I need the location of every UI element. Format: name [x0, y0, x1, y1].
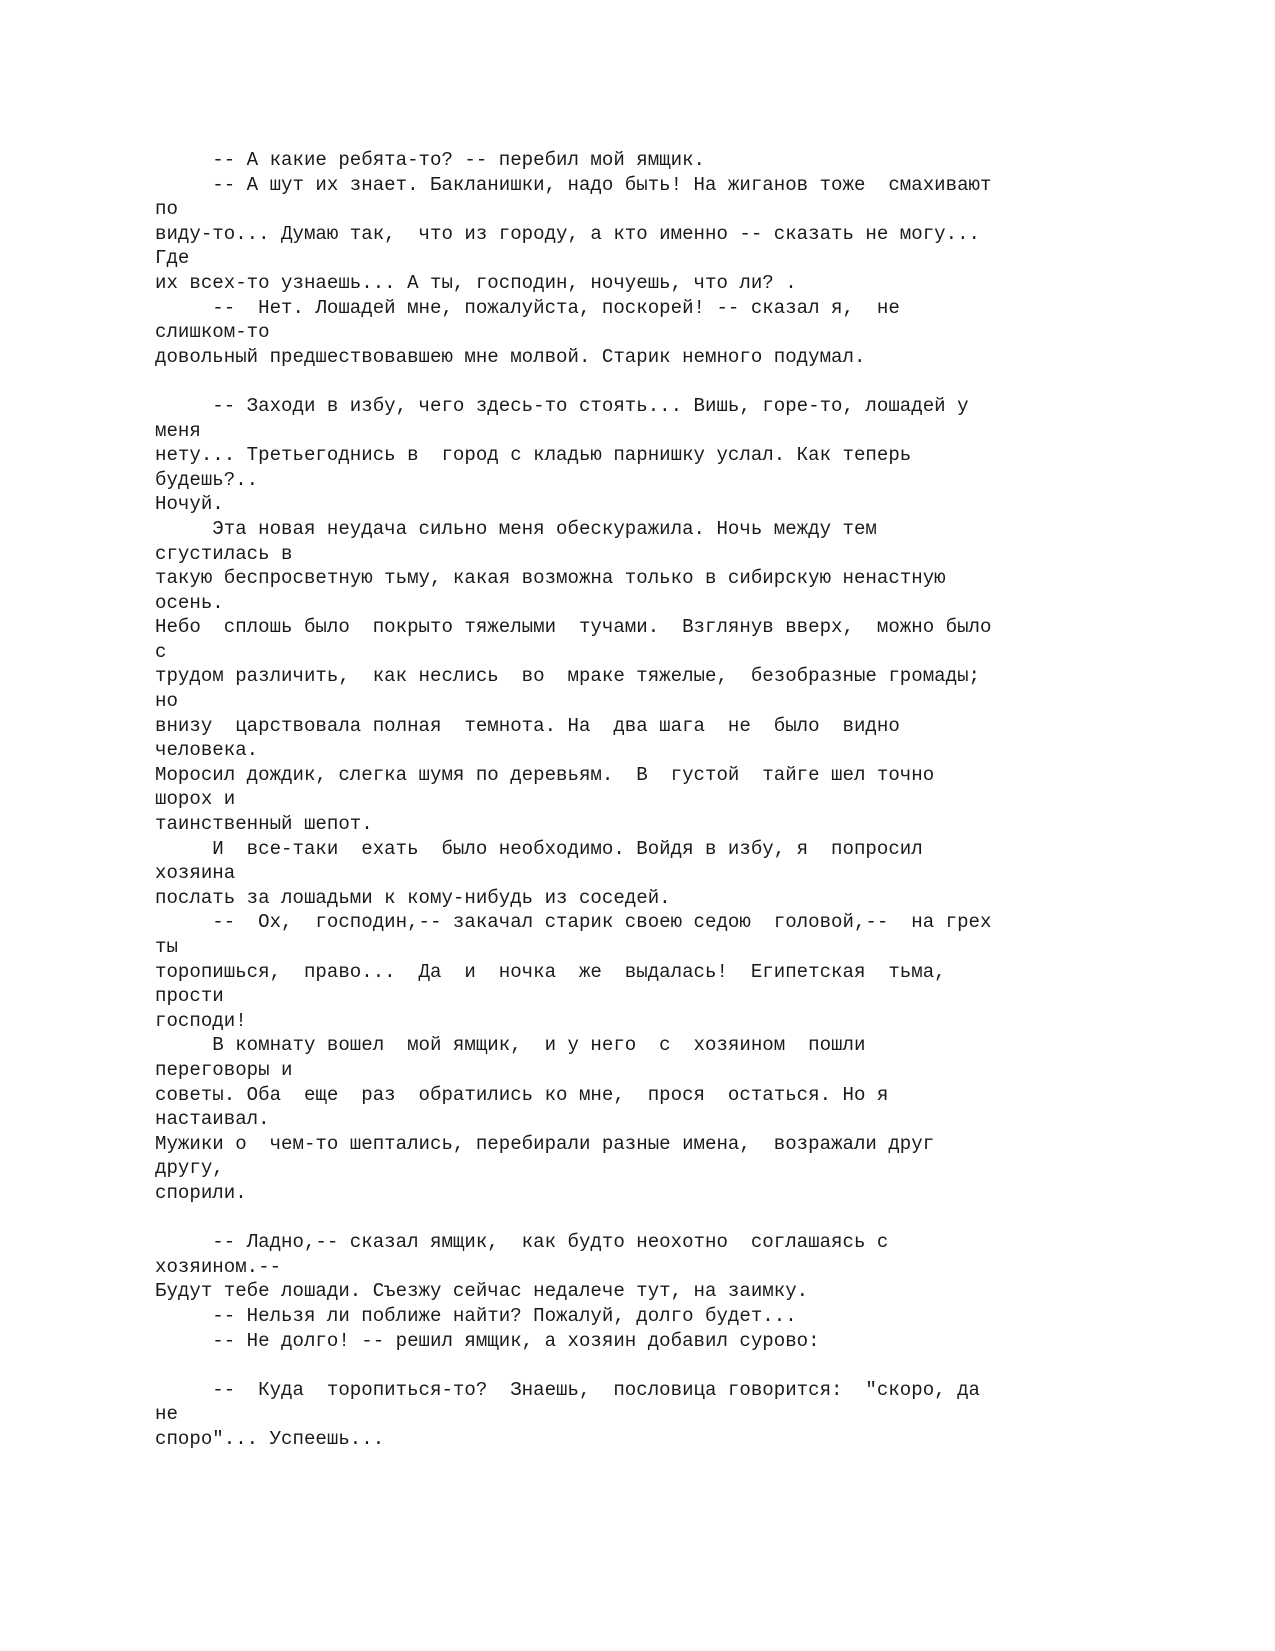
- text-line: -- Заходи в избу, чего здесь-то стоять... Вишь, горе-то, лошадей у: [155, 394, 969, 417]
- text-line: осень.: [155, 591, 224, 614]
- text-line: настаивал.: [155, 1108, 270, 1131]
- text-line: -- Куда торопиться-то? Знаешь, пословица говорится: "скоро, да: [155, 1378, 980, 1401]
- document-body-text: [155, 148, 1195, 1451]
- text-line: послать за лошадьми к кому-нибудь из соседей.: [155, 886, 671, 909]
- text-line: нету... Третьегоднись в город с кладью парнишку услал. Как теперь: [155, 444, 912, 467]
- text-line: но: [155, 690, 178, 713]
- text-line: человека.: [155, 739, 259, 762]
- text-line: не: [155, 1403, 178, 1426]
- text-line: таинственный шепот.: [155, 813, 373, 836]
- text-line: Небо сплошь было покрыто тяжелыми тучами. Взглянув вверх, можно было: [155, 616, 992, 639]
- text-line: с: [155, 640, 167, 663]
- text-line: по: [155, 198, 178, 221]
- text-line: споро"... Успеешь...: [155, 1427, 385, 1450]
- text-line: господи!: [155, 1009, 247, 1032]
- text-line: сгустилась в: [155, 542, 293, 565]
- text-line: -- Ох, господин,-- закачал старик своею седою головой,-- на грех: [155, 911, 992, 934]
- text-line: -- А шут их знает. Бакланишки, надо быть! На жиганов тоже смахивают: [155, 173, 992, 196]
- text-line: -- Не долго! -- решил ямщик, а хозяин добавил сурово:: [155, 1329, 820, 1352]
- text-line: довольный предшествовавшею мне молвой. Старик немного подумал.: [155, 345, 866, 368]
- text-line: виду-то... Думаю так, что из городу, а кто именно -- сказать не могу...: [155, 222, 980, 245]
- text-line: спорили.: [155, 1181, 247, 1204]
- text-line: [155, 1353, 1195, 1378]
- text-line: -- Нельзя ли поближе найти? Пожалуй, долго будет...: [155, 1304, 797, 1327]
- text-line: И все-таки ехать было необходимо. Войдя в избу, я попросил: [155, 837, 923, 860]
- text-line: прости: [155, 985, 224, 1008]
- text-line: слишком-то: [155, 321, 270, 344]
- text-line: Мужики о чем-то шептались, перебирали разные имена, возражали друг: [155, 1132, 935, 1155]
- text-line: Моросил дождик, слегка шумя по деревьям. В густой тайге шел точно: [155, 763, 935, 786]
- text-line: хозяином.--: [155, 1255, 282, 1278]
- text-line: Будут тебе лошади. Съезжу сейчас недалече тут, на заимку.: [155, 1280, 809, 1303]
- text-line: такую беспросветную тьму, какая возможна только в сибирскую ненастную: [155, 567, 946, 590]
- text-line: шорох и: [155, 788, 236, 811]
- text-line: трудом различить, как неслись во мраке тяжелые, безобразные громады;: [155, 665, 980, 688]
- text-line: другу,: [155, 1157, 224, 1180]
- text-line: -- Нет. Лошадей мне, пожалуйста, поскорей! -- сказал я, не: [155, 296, 900, 319]
- text-line: переговоры и: [155, 1058, 293, 1081]
- text-line: их всех-то узнаешь... А ты, господин, ночуешь, что ли? .: [155, 271, 797, 294]
- text-line: меня: [155, 419, 201, 442]
- text-line: хозяина: [155, 862, 236, 885]
- text-line: [155, 369, 1195, 394]
- text-line: -- А какие ребята-то? -- перебил мой ямщик.: [155, 149, 705, 171]
- text-line: Где: [155, 247, 190, 270]
- text-line: внизу царствовала полная темнота. На два шага не было видно: [155, 714, 900, 737]
- text-line: Ночуй.: [155, 493, 224, 516]
- text-line: советы. Оба еще раз обратились ко мне, прося остаться. Но я: [155, 1083, 889, 1106]
- text-line: [155, 1206, 1195, 1231]
- text-line: Эта новая неудача сильно меня обескуражила. Ночь между тем: [155, 517, 877, 540]
- text-line: -- Ладно,-- сказал ямщик, как будто неохотно соглашаясь с: [155, 1231, 889, 1254]
- text-line: торопишься, право... Да и ночка же выдалась! Египетская тьма,: [155, 960, 946, 983]
- text-line: будешь?..: [155, 468, 259, 491]
- text-line: В комнату вошел мой ямщик, и у него с хозяином пошли: [155, 1034, 866, 1057]
- text-line: ты: [155, 936, 178, 958]
